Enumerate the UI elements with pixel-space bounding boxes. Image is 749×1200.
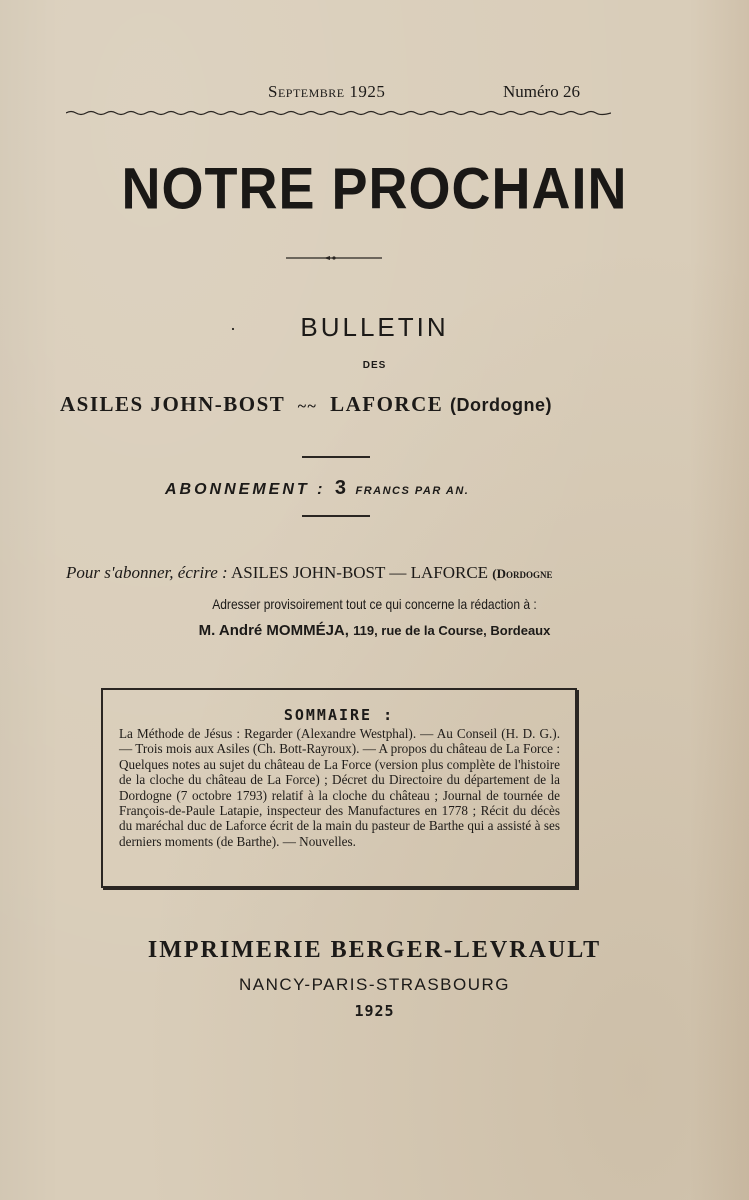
issue-date: Septembre 1925 <box>268 82 386 101</box>
subscribe-region: (Dordogne <box>492 566 553 581</box>
subscription-unit: FRANCS PAR AN. <box>355 485 470 497</box>
page-title: NOTRE PROCHAIN <box>121 156 628 222</box>
institution-region: (Dordogne) <box>450 395 552 415</box>
bulletin-heading: BULLETIN <box>300 312 449 342</box>
des-label: DES <box>362 360 387 371</box>
subscribe-instructions <box>66 563 553 583</box>
institution-location: LAFORCE <box>330 392 444 416</box>
publication-year: 1925 <box>354 1002 395 1020</box>
editor-address: 119, rue de la Course, Bordeaux <box>353 623 551 638</box>
printer-name: IMPRIMERIE BERGER-LEVRAULT <box>147 937 602 963</box>
divider-bottom <box>302 515 370 517</box>
toc-title: SOMMAIRE : <box>283 706 395 724</box>
editorial-instruction: Adresser provisoirement tout ce qui concerne la rédaction à : <box>212 596 537 612</box>
editor-name: M. André MOMMÉJA, <box>198 622 349 639</box>
toc-text: La Méthode de Jésus : Regarder (Alexandre Westphal). — Au Conseil (H. D. G.). — Trois mois aux Asiles (Ch. Bott-Rayroux). — A propos du château de La Force : Quelques notes au sujet du château de La Force (version plus complète de l'histoire de la cloche du château de La Force) ; Décret du Directoire du département de la Dordogne (7 octobre 1793) relatif à la cloche du château ; Journal de tournée de François-de-Paule Latapie, inspecteur des Manufactures en 1778 ; Récit du décès du maréchal duc de Laforce écrit de la main du pasteur de Barthe qui a assisté à ses derniers moments (de Barthe). — Nouvelles. <box>119 726 560 849</box>
subscribe-address: ASILES JOHN-BOST — LAFORCE <box>230 563 489 582</box>
institution-line <box>60 392 552 417</box>
subscription-label: ABONNEMENT : <box>165 481 326 498</box>
decorative-dot: · <box>230 319 236 339</box>
subscription-amount: 3 <box>334 477 347 499</box>
subscribe-prefix: Pour s'abonner, écrire : <box>66 563 228 582</box>
editor-contact <box>0 622 749 639</box>
table-of-contents-box <box>101 688 577 888</box>
separator-glyph: ~~ <box>297 398 318 415</box>
divider-top <box>302 456 370 458</box>
subscription-line <box>165 477 469 500</box>
printer-cities: NANCY-PARIS-STRASBOURG <box>238 975 511 994</box>
header-wavy-rule <box>66 108 611 118</box>
institution-name: ASILES JOHN-BOST <box>60 392 285 416</box>
issue-number: Numéro 26 <box>503 82 580 101</box>
ornament-rule <box>286 253 382 263</box>
